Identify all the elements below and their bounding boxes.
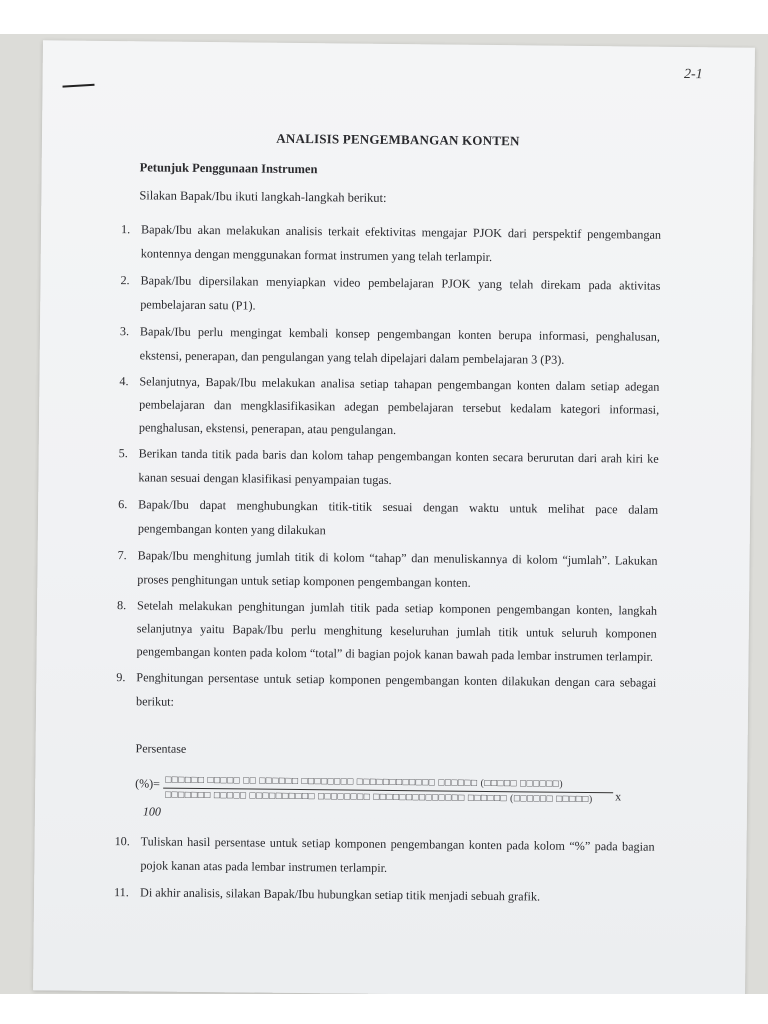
instruction-number: 3.	[119, 324, 130, 339]
instruction-text: Bapak/Ibu dipersilakan menyiapkan video pembelajaran PJOK yang telah direkam pada aktivitas pembelajaran satu (P1).	[140, 273, 661, 313]
paper-sheet	[33, 40, 755, 997]
backdrop-bottom	[0, 994, 768, 1024]
document-title: ANALISIS PENGEMBANGAN KONTEN	[276, 130, 520, 149]
instruction-text: Tuliskan hasil persentase untuk setiap komponen pengembangan konten pada kolom “%” pada bagian pojok kanan atas pada lembar instrumen terlampir.	[140, 834, 655, 875]
instruction-text: Bapak/Ibu menghitung jumlah titik di kolom “tahap” dan menuliskannya di kolom “jumlah”. Lakukan proses penghitungan untuk setiap komponen pengembangan konten.	[137, 548, 658, 590]
instruction-item	[120, 319, 660, 373]
instruction-item	[121, 217, 661, 271]
instruction-list-continued	[114, 829, 655, 913]
formula-hundred: 100	[142, 804, 161, 819]
instruction-number: 10.	[114, 834, 130, 849]
formula-label: Persentase	[135, 741, 187, 756]
instruction-item	[114, 880, 654, 910]
instruction-item	[118, 441, 658, 495]
instruction-number: 7.	[117, 548, 127, 563]
instruction-text: Berikan tanda titik pada baris dan kolom tahap pengembangan konten secara berurutan dari arah kiri ke kanan sesuai dengan klasifikasi penyampaian tugas.	[138, 446, 659, 487]
section-subtitle: Petunjuk Penggunaan Instrumen	[139, 160, 318, 177]
instruction-item	[119, 370, 660, 445]
instruction-number: 4.	[119, 374, 129, 389]
instruction-number: 5.	[118, 446, 128, 461]
instruction-number: 8.	[117, 598, 127, 613]
formula-numerator: □□□□□□ □□□□□ □□ □□□□□□ □□□□□□□□ □□□□□□□□□□□□ □□□□□□ (□□□□□ □□□□□□)	[165, 774, 564, 790]
formula-expression	[135, 774, 655, 821]
instruction-item	[118, 492, 658, 546]
instruction-number: 11.	[114, 885, 129, 900]
instruction-number: 6.	[118, 497, 128, 512]
intro-text: Silakan Bapak/Ibu ikuti langkah-langkah berikut:	[139, 188, 387, 205]
multiply-sign: x	[615, 789, 622, 804]
instruction-item	[114, 829, 654, 883]
instruction-item	[116, 594, 657, 669]
instruction-text: Bapak/Ibu perlu mengingat kembali konsep pengembangan konten berupa informasi, penghalusan, ekstensi, penerapan, dan pengulangan yang telah dipelajari dalam pembelajaran 3 (P3).	[139, 324, 660, 367]
instruction-number: 1.	[120, 222, 131, 237]
instruction-number: 9.	[116, 670, 126, 685]
instruction-text: Bapak/Ibu dapat menghubungkan titik-titik sesuai dengan waktu untuk melihat pace dalam pengembangan konten yang dilakukan	[137, 497, 659, 538]
instruction-list	[116, 217, 661, 722]
instruction-item	[120, 268, 660, 322]
handwritten-corner-mark: 2-1	[683, 67, 703, 83]
formula-prefix: (%)=	[135, 776, 161, 791]
instruction-text: Bapak/Ibu akan melakukan analisis terkait efektivitas mengajar PJOK dari perspektif pengembangan kontennya dengan menggunakan format instrumen yang telah terlampir.	[140, 222, 662, 265]
instruction-text: Penghitungan persentase untuk setiap komponen pengembangan konten dilakukan dengan cara sebagai berikut:	[136, 670, 657, 709]
instruction-number: 2.	[120, 273, 130, 288]
instruction-item	[117, 543, 657, 597]
percentage-formula	[135, 741, 656, 821]
instruction-text: Di akhir analisis, silakan Bapak/Ibu hubungkan setiap titik menjadi sebuah grafik.	[140, 885, 541, 904]
instruction-text: Selanjutnya, Bapak/Ibu melakukan analisa setiap tahapan pengembangan konten dalam setiap adegan pembelajaran dan mengklasifikasikan adegan pembelajaran tersebut kedalam kategori informasi, penghalusan, ekstensi, penerapan, atau pengulangan.	[138, 374, 660, 438]
pen-dash-mark	[62, 84, 94, 88]
instruction-item	[116, 665, 656, 719]
formula-denominator: □□□□□□□ □□□□□ □□□□□□□□□□ □□□□□□□□ □□□□□□□□□□□□□□ □□□□□□ (□□□□□□ □□□□□)	[165, 789, 593, 806]
backdrop-top	[0, 0, 768, 34]
instruction-text: Setelah melakukan penghitungan jumlah titik pada setiap komponen pengembangan konten, langkah selanjutnya yaitu Bapak/Ibu perlu menghitung keseluruhan jumlah titik untuk seluruh komponen pengembangan konten pada kolom “total” di bagian pojok kanan bawah pada lembar instrumen terlampir.	[136, 598, 658, 664]
